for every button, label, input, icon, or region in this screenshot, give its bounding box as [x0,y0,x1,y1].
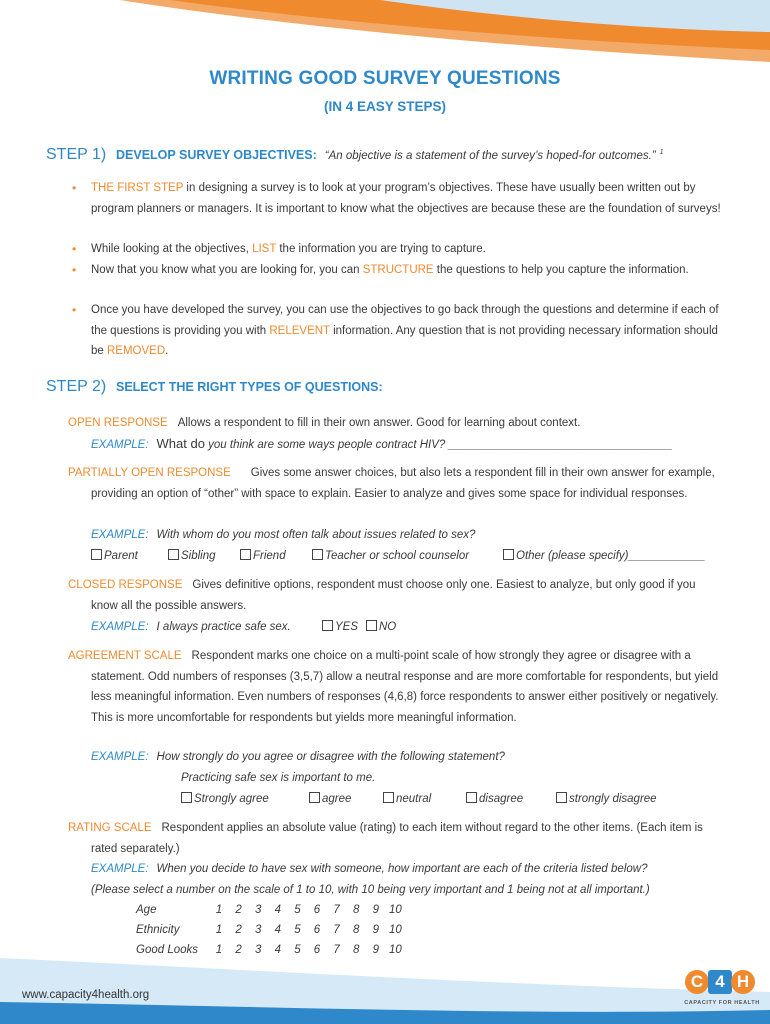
partially-open-description: Gives some answer choices, but also lets a respondent fill in their own answer for example, providing an option of “other” with space to explain. Easier to analyze and gives some space for individual responses. [91,467,715,500]
c4h-logo [683,970,761,1018]
example-question: When you decide to have sex with someone, how important are each of the criteria listed below? [156,863,648,875]
agreement-statement: Practicing safe sex is important to me. [181,772,376,784]
top-wave-decoration [0,0,770,70]
checkbox-option[interactable] [181,789,269,810]
rating-item-label: Age [136,904,157,916]
example-label: EXAMPLE: [91,751,149,763]
rating-number: 7 [333,924,340,936]
checkbox-option-label: Teacher or school counselor [325,550,470,562]
checkbox[interactable] [503,549,514,560]
checkbox-option[interactable] [556,789,657,810]
rating-number: 6 [313,924,321,936]
bullet-text: in designing a survey is to look at your program’s objectives. These have usually been written out by program planners or managers. It is important to know what the objectives are because these are the foundation of surveys! [91,182,721,215]
checkbox-option-label: Strongly agree [194,793,269,805]
logo-digit-4: 4 [708,970,732,994]
bullet-text: Once you have developed the survey, you can use the objectives to go back through the questions and determine if each of the questions is providing you with [91,304,719,337]
closed-response-label: CLOSED RESPONSE [68,579,183,591]
checkbox[interactable] [181,792,192,803]
footnote-marker: 1 [659,149,664,156]
step2-heading: SELECT THE RIGHT TYPES OF QUESTIONS: [116,380,383,394]
checkbox[interactable] [240,549,251,560]
checkbox-option-label: NO [379,621,397,633]
rating-number: 3 [254,944,262,956]
checkbox[interactable] [383,792,394,803]
rating-number: 1 [215,904,223,916]
rating-instructions: (Please select a number on the scale of 1 to 10, with 10 being very important and 1 being not at all important.) [91,884,650,896]
keyword-highlight: STRUCTURE [362,264,434,276]
keyword-highlight: LIST [252,243,277,255]
checkbox-option[interactable] [366,617,396,638]
logo-letter-h: H [731,970,755,994]
step1-heading: DEVELOP SURVEY OBJECTIVES: [116,148,317,162]
page-title: WRITING GOOD SURVEY QUESTIONS [209,68,561,89]
checkbox-option-label: Other (please specify)____________ [516,550,706,562]
example-label: EXAMPLE: [91,621,149,633]
step1-quote [325,149,664,162]
checkbox-option[interactable] [503,546,705,567]
open-response-label: OPEN RESPONSE [68,417,168,429]
rating-item-label: Ethnicity [136,924,180,936]
bullet-text: Now that you know what you are looking for, you can [91,264,363,276]
bottom-wave-decoration [0,940,770,1024]
keyword-highlight: THE FIRST STEP [91,182,184,194]
rating-scale-description: Respondent applies an absolute value (rating) to each item without regard to the other items. (Each item is rated separately.) [91,822,703,855]
rating-number: 5 [294,944,301,956]
checkbox-option[interactable] [466,789,523,810]
rating-number: 7 [333,904,340,916]
example-label: EXAMPLE: [91,863,149,875]
rating-row [0,900,770,920]
keyword-highlight: REMOVED [107,345,166,357]
example-question: you think are some ways people contract HIV? ___________________________________ [204,439,673,451]
bullet-text: the questions to help you capture the information. [433,264,689,276]
rating-number: 8 [352,924,360,936]
rating-number: 7 [333,944,340,956]
checkbox-option[interactable] [322,617,358,638]
checkbox[interactable] [91,549,102,560]
bullet-text: information. Any question that is not providing necessary information should be [91,324,718,357]
agreement-scale-options [0,789,770,810]
rating-scale-section [68,818,720,859]
rating-number: 2 [235,924,242,936]
open-response-description: Allows a respondent to fill in their own answer. Good for learning about context. [177,417,581,429]
keyword-highlight: RELEVENT [269,324,330,337]
agreement-scale-label: AGREEMENT SCALE [68,650,182,662]
agreement-scale-section [68,646,720,728]
rating-number: 4 [274,944,281,956]
rating-number: 4 [274,924,281,936]
example-lead-text: What do [156,436,205,451]
agreement-scale-example [91,747,505,768]
step2-header [46,378,391,396]
checkbox-option[interactable] [240,546,286,567]
rating-number: 5 [294,924,301,936]
checkbox-option[interactable] [309,789,351,810]
rating-number: 6 [313,904,321,916]
checkbox-option-label: disagree [479,793,524,805]
rating-number: 9 [372,924,379,936]
example-question: I always practice safe sex. [156,621,291,633]
step1-bullet [72,178,722,219]
step2-number: STEP 2) [46,378,107,395]
rating-number: 10 [388,924,402,936]
bullet-text: While looking at the objectives, [91,243,253,255]
example-question: How strongly do you agree or disagree with the following statement? [156,751,505,763]
rating-scale-label: RATING SCALE [68,822,152,834]
rating-number: 1 [215,924,223,936]
checkbox[interactable] [168,549,179,560]
step1-header [46,146,664,164]
open-response-section [68,413,720,434]
bullet-text: . [165,345,169,357]
rating-number: 5 [294,904,301,916]
checkbox[interactable] [466,792,477,803]
agreement-scale-description: Respondent marks one choice on a multi-point scale of how strongly they agree or disagree with a statement. Odd numbers of responses (3,5,7) allow a neutral response and are more comfortable for respondents, but yield less meaningful information. Even numbers of responses (4,6,8) force respondents to answer either positively or negatively. This is more uncomfortable for respondents but yields more meaningful information. [91,650,719,724]
rating-number: 8 [352,904,360,916]
rating-number: 4 [274,904,281,916]
page-subtitle: (IN 4 EASY STEPS) [323,99,447,114]
open-response-example [91,434,672,456]
partially-open-options [0,546,770,567]
checkbox-option[interactable] [91,546,138,567]
rating-number: 10 [388,904,402,916]
step1-number: STEP 1) [46,146,107,163]
objective-quote-text: “An objective is a statement of the survey’s hoped-for outcomes.” [324,150,656,162]
checkbox-option-label: Friend [253,550,286,562]
rating-number: 2 [235,944,242,956]
checkbox-option-label: strongly disagree [569,793,657,805]
step1-bullet [72,260,722,281]
closed-response-section [68,575,720,616]
checkbox-option[interactable] [168,546,216,567]
rating-number: 8 [352,944,360,956]
checkbox[interactable] [556,792,567,803]
rating-number: 2 [235,904,242,916]
checkbox-option-label: Parent [104,550,138,562]
example-label: EXAMPLE: [91,439,149,451]
partially-open-label: PARTIALLY OPEN RESPONSE [68,467,231,479]
rating-number: 6 [313,944,321,956]
checkbox-option-label: agree [322,793,352,805]
logo-caption: CAPACITY FOR HEALTH [684,1000,760,1006]
checkbox-option[interactable] [312,546,469,567]
closed-response-options [0,617,770,638]
rating-item-label: Good Looks [136,944,199,956]
closed-response-description: Gives definitive options, respondent must choose only one. Easiest to analyze, but only good if you know all the possible answers. [91,579,696,612]
partially-open-section [68,463,720,504]
partially-open-example [91,525,475,546]
bullet-text: the information you are trying to capture. [276,243,486,255]
rating-number: 1 [215,944,223,956]
rating-number: 3 [254,924,262,936]
checkbox[interactable] [322,620,333,631]
checkbox[interactable] [366,620,377,631]
rating-number: 3 [254,904,262,916]
checkbox-option-label: Sibling [181,550,216,562]
example-label: EXAMPLE: [91,529,149,541]
rating-scale-example [91,859,647,880]
checkbox[interactable] [312,549,323,560]
rating-number: 9 [372,904,379,916]
checkbox[interactable] [309,792,320,803]
step1-bullet [72,239,722,260]
logo-letter-c: C [685,970,709,994]
checkbox-option[interactable] [383,789,431,810]
rating-number: 9 [372,944,379,956]
step1-bullet [72,300,722,362]
rating-number: 10 [388,944,402,956]
checkbox-option-label: neutral [396,793,432,805]
rating-row [0,920,770,940]
example-question: With whom do you most often talk about issues related to sex? [156,529,476,541]
footer-website-url[interactable]: www.capacity4health.org [22,989,150,1001]
checkbox-option-label: YES [335,621,359,633]
